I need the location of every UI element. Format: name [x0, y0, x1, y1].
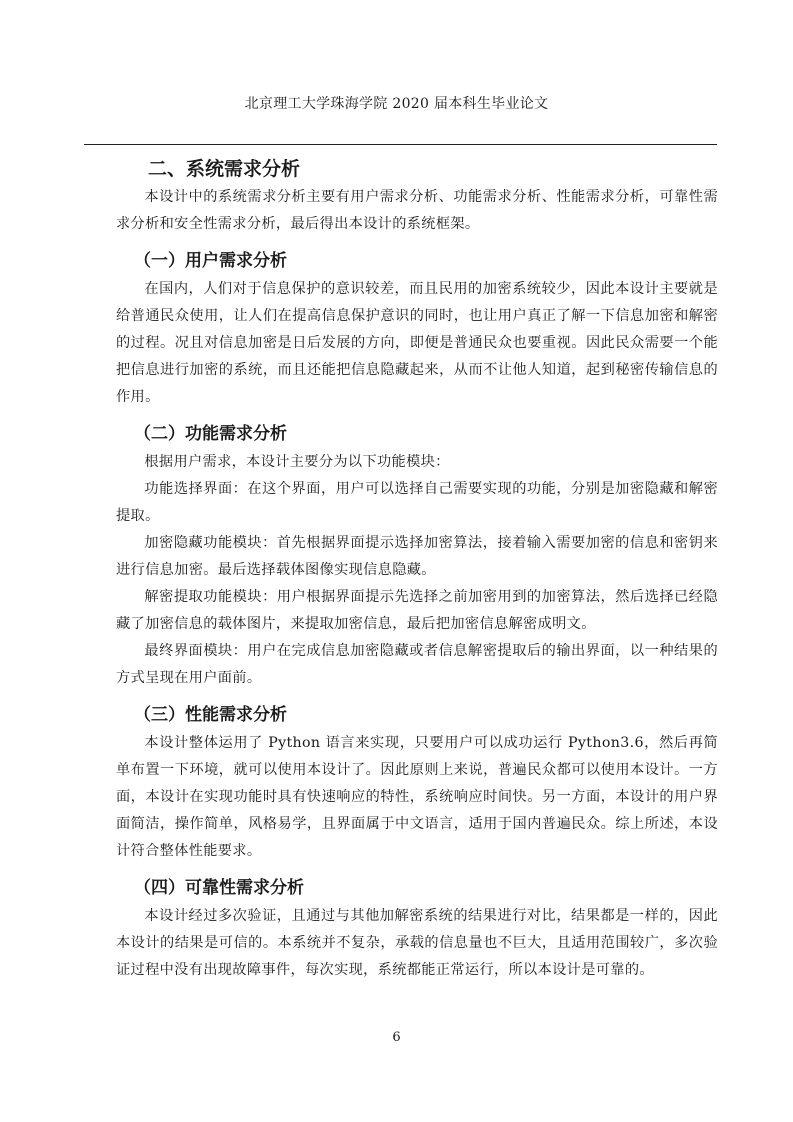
header-rule — [84, 144, 717, 145]
function-paragraph-2: 功能选择界面：在这个界面，用户可以选择自己需要实现的功能，分别是加密隐藏和解密提取。 — [116, 481, 718, 524]
reliability-paragraph: 本设计经过多次验证，且通过与其他加解密系统的结果进行对比，结果都是一样的，因此本设计的结果是可信的。本系统并不复杂，承载的信息量也不巨大，且适用范围较广，多次验证过程中没有出现故障事件，每次实现，系统都能正常运行，所以本设计是可靠的。 — [116, 908, 718, 978]
subsection-title-performance: （三）性能需求分析 — [134, 705, 287, 725]
function-paragraph-5: 最终界面模块：用户在完成信息加密隐藏或者信息解密提取后的输出界面，以一种结果的方式呈现在用户面前。 — [116, 643, 718, 686]
user-paragraph: 在国内，人们对于信息保护的意识较差，而且民用的加密系统较少，因此本设计主要就是给普通民众使用，让人们在提高信息保护意识的同时，也让用户真正了解一下信息加密和解密的过程。况且对信息加密是日后发展的方向，即便是普通民众也要重视。因此民众需要一个能把信息进行加密的系统，而且还能把信息隐藏起来，从而不让他人知道，起到秘密传输信息的作用。 — [116, 281, 718, 405]
intro-paragraph: 本设计中的系统需求分析主要有用户需求分析、功能需求分析、性能需求分析，可靠性需求分析和安全性需求分析，最后得出本设计的系统框架。 — [116, 189, 718, 232]
page-content — [116, 148, 718, 984]
performance-paragraph: 本设计整体运用了 Python 语言来实现，只要用户可以成功运行 Python3.6，然后再简单布置一下环境，就可以使用本设计了。因此原则上来说，普遍民众都可以使用本设计。一方面，本设计在实现功能时具有快速响应的特性，系统响应时间快。另一方面，本设计的用户界面简洁，操作简单，风格易学，且界面属于中文语言，适用于国内普遍民众。综上所述，本设计符合整体性能要求。 — [116, 735, 718, 859]
page-header: 北京理工大学珠海学院 2020 届本科生毕业论文 — [244, 96, 549, 112]
section-title: 二、系统需求分析 — [148, 158, 301, 180]
function-paragraph-3: 加密隐藏功能模块：首先根据界面提示选择加密算法，接着输入需要加密的信息和密钥来进行信息加密。最后选择载体图像实现信息隐藏。 — [116, 535, 718, 578]
subsection-title-user: （一）用户需求分析 — [134, 251, 287, 271]
page-number: 6 — [392, 1030, 401, 1045]
function-paragraph-4: 解密提取功能模块：用户根据界面提示先选择之前加密用到的加密算法，然后选择已经隐藏了加密信息的载体图片，来提取加密信息，最后把加密信息解密成明文。 — [116, 589, 718, 632]
subsection-title-function: （二）功能需求分析 — [134, 424, 287, 444]
subsection-title-reliability: （四）可靠性需求分析 — [134, 878, 304, 898]
function-paragraph-1: 根据用户需求，本设计主要分为以下功能模块： — [144, 454, 450, 470]
